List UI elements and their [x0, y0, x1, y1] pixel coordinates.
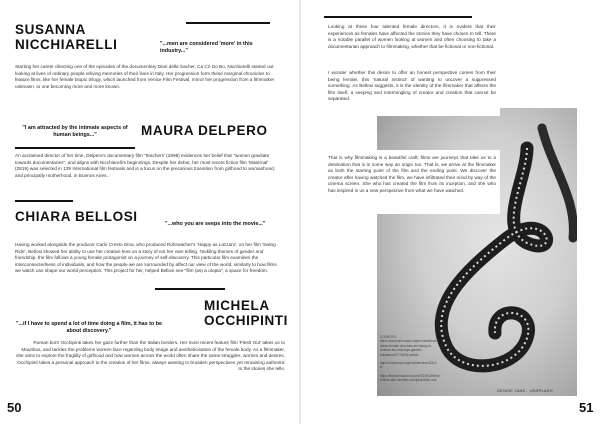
quote-nicchiarelli: "...men are considered 'more' in this industry..." [160, 41, 253, 54]
right-page [301, 0, 600, 424]
divider-rule [324, 16, 472, 18]
divider-rule [186, 22, 270, 24]
paragraph-3: That is why filmmaking is a beautiful craft; films are journeys that take us to a destination that is in some way an origin too. That is, we arrive at the filmmaker as both the starting point of the film and the ending point. We discover the creator after having watched the film, we have infiltrated their mind by way of the cinema screen. She who has created the film from its inception, and she who has inspired in us a new perspective from what we have watched. [328, 155, 496, 193]
paragraph-2: I wonder whether this desire to offer an honest perspective comes from their being female, this 'natural instinct' of wanting to uncover a suppressed something. As Bellosi suggests, it is the identity of the filmmaker that affects the film itself, a seeping and intermingling of creator and creation that cannot be separated. [328, 70, 496, 101]
divider-rule [15, 200, 73, 202]
name-maura-delpero: MAURA DELPERO [141, 123, 268, 138]
body-delpero: An acclaimed director of her time, Delpero's documentary film 'Teachers' (2998) evidences her belief that "women gravitate towards documentaries", and aligns with Nicchiarelli's beginnings. Despite her debut, her most recent fiction film 'Maternal' (2819) was selected in 139 International film festivals and is a focus on the precarious transition from girlhood to womanhood, and principally motherhood, in Buenos Aires.. [15, 153, 276, 178]
source-line: redress-the-industrys-gender- [380, 348, 422, 353]
quote-occhipinti: "...if I have to spend a lot of time doing a film, it has to be about discovery." [15, 321, 163, 334]
name-chiara-bellosi: CHIARA BELLOSI [15, 209, 138, 224]
divider-rule [155, 288, 225, 290]
body-occhipinti: Roman born Occhipinti takes her gaze further than the Italian borders. Her most recent feature film 'Flesh Out' takes us to Mauritius, and tackles the problems women face regarding body image and aestheticisation of the female body. As a filmmaker, she aims to explore the fragility of girlhood and how women across the world often share the same struggles, worries and desires. Occhipinti takes a personal approach to the creation of her films, always wanting to broaden perspectives yet remaining authentic to the stories she tells. [16, 340, 285, 371]
name-michela-occhipinti: MICHELA OCCHIPINTI [204, 298, 289, 328]
source-line: imbalance/377494/#.article [380, 352, 419, 357]
source-line: https://thecinemaroom.com/2019/03/06/int [380, 373, 440, 378]
body-bellosi: Having worked alongside the producer Carlo Cresto Dina, who produced Rohrwacher's 'Happy as Lazzaro', on her film 'Swing Ride', Bellosi showed her ability to use her creative lens on a story of not her own telling. Tackling themes of gender and friendship, the film follows a young female protagonist on a journey of self-discovery. This particular film examines the interconnectedness of individuals, and how the people we are surrounded by affect our view of the world, similarly to how films we watch can shape our world perception. This project for her, helped Bellosi see "film (as) a utopia", a space for freedom. [15, 242, 277, 273]
sources-list [380, 335, 450, 383]
source-line: italian-female-directors-are-trying-to- [380, 343, 432, 348]
quote-bellosi: "...who you are seeps into the movie..." [165, 221, 266, 227]
paragraph-1: Looking at these four talented female directors, it is evident that their experiences as females have affected the stories they have chosen to tell. There is a notable parallel of women looking at women and often choosing to take a documentarian approach to filmmaking, whether that be fictional or non-fictional. [328, 24, 496, 49]
body-nicchiarelli: Starting her career directing one of the episodes of the documentary Diari della Sacher, Ca Cri Do Bo, Nicchiarelli started out looking at lives of ordinary people reliving memories of their lives in Italy. Her progression form these marginal chronicles to feature films, like her female biopic trilogy, which launched from Venice Film Festival, mirror her progression from a filmmaker unknown, to one becoming more and more known. [15, 64, 275, 89]
source-line: https://www.cineuropa.org/en/news/how- [380, 339, 438, 344]
quote-delpero: "I am attracted by the intimate aspects of human beings..." [22, 125, 128, 138]
page-number: 50 [7, 400, 22, 415]
name-susanna-nicchiarelli: SUSANNA NICCHIARELLI [15, 22, 118, 52]
sources-label: SOURCES: [380, 335, 397, 339]
photo-credit: DENISE JANS - UNSPLASH [497, 388, 553, 393]
source-line: 2/ [380, 365, 383, 370]
page-number: 51 [579, 400, 594, 415]
divider-rule [15, 147, 135, 149]
source-line: erview-with-michela-occhipinti-flesh-out/ [380, 378, 437, 383]
source-line: https://cineuropa.org/en/interview/42312 [380, 361, 437, 366]
